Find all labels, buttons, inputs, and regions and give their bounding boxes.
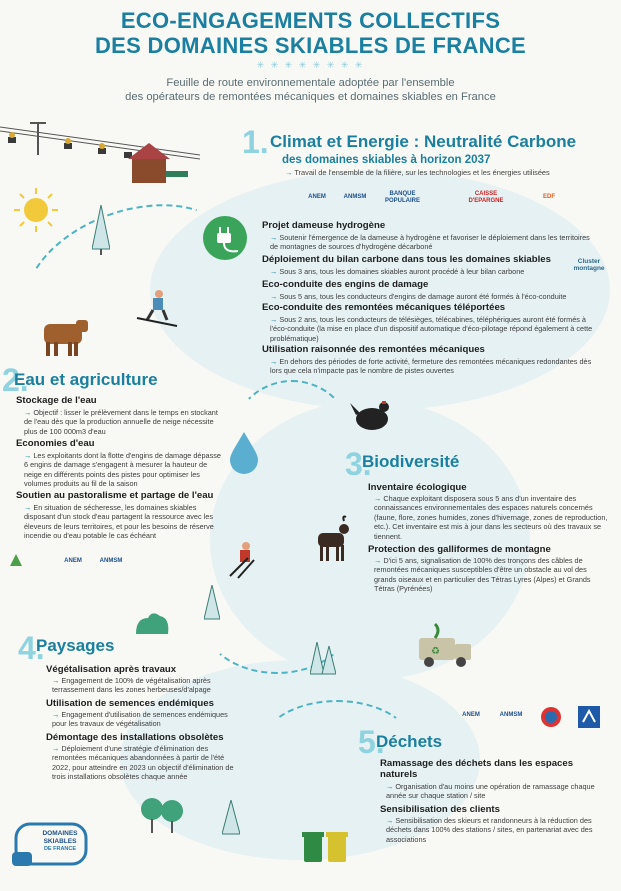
dsf-line-3: DE FRANCE: [43, 846, 77, 852]
cluster-montagne-logo: Cluster montagne: [573, 258, 605, 272]
tree-icon: [138, 795, 186, 835]
water-drop-icon: [228, 430, 260, 474]
s2-item-1-text: → Objectif : lisser le prélèvement dans le temps en stockant de l'eau dès que la production annuelle de neige nécessite plus de 100 000m3 d'eau: [24, 408, 218, 436]
s1-item-2-text-body: Sous 3 ans, tous les domaines skiables auront procédé à leur bilan carbone: [279, 267, 525, 276]
section-3-number: 3.: [345, 446, 372, 482]
s1-item-1-text-body: Soutenir l'émergence de la dameuse à hydrogène et favoriser le déploiement dans les territoires de montagnes de sources d'hydrogène décarboné: [270, 233, 590, 252]
subtitle-line-1: Feuille de route environnementale adoptée par l'ensemble: [166, 77, 455, 89]
association-logo-icon: [540, 706, 562, 728]
section-1-note: → Travail de l'ensemble de la filière, sur les technologies et les énergies utilisées: [285, 168, 550, 177]
section-1-title: Climat et Energie : Neutralité Carbone: [270, 132, 577, 151]
s1-item-3-text: → Sous 5 ans, tous les conducteurs d'engins de damage auront été formés à l'éco-conduite: [270, 292, 567, 301]
svg-text:♻: ♻: [431, 646, 440, 657]
s2-item-3-heading: Soutien au pastoralisme et partage de l'eau: [16, 490, 214, 501]
fir-tree-icon: [310, 642, 336, 680]
recycling-truck-illustration: [415, 620, 475, 670]
section-1-number: 1.: [242, 124, 269, 160]
caisse-epargne-logo: CAISSE D'EPARGNE: [468, 191, 504, 204]
s2-item-3-text-body: En situation de sécheresse, les domaines skiables disposant d'un stock d'eau partagent la ressource avec les éleveurs de leurs territoires, et pour les besoins de réserve incendie ou d'eau potable le cas échéant: [24, 503, 214, 541]
banque-populaire-logo: BANQUE POPULAIRE: [384, 191, 420, 204]
s3-item-1-heading: Inventaire écologique: [368, 482, 467, 493]
s1-item-4-heading: Eco-conduite des remontées mécaniques téléportées: [262, 302, 506, 313]
s4-item-2-heading: Utilisation de semences endémiques: [46, 698, 214, 709]
s5-item-1-text-body: Organisation d'au moins une opération de ramassage chaque année sur chaque station / site: [386, 782, 595, 801]
s2-item-2-heading: Economies d'eau: [16, 438, 95, 449]
snowflakes-decoration: ✳ ✳ ✳ ✳ ✳ ✳ ✳ ✳: [256, 60, 365, 70]
section-5-number: 5.: [358, 724, 385, 760]
s1-item-5-heading: Utilisation raisonnée des remontées mécaniques: [262, 344, 485, 355]
s5-item-1-heading-text: Ramassage des déchets dans les espaces naturels: [380, 758, 574, 780]
s2-item-3-text: → En situation de sécheresse, les domaines skiables disposant d'un stock d'eau partagent la ressource avec les éleveurs de leurs territoires, et pour les besoins de réserve incendie ou d'eau potable le cas échéant: [24, 503, 214, 541]
anem-logo: ANEM: [462, 712, 480, 718]
subtitle-line-2: des opérateurs de remontées mécaniques et domaines skiables en France: [125, 91, 496, 103]
logos-row-section-5: [452, 704, 612, 730]
fir-tree-icon: [222, 800, 240, 840]
s1-item-2-heading: Déploiement du bilan carbone dans tous les domaines skiables: [262, 254, 551, 265]
s2-item-2-text: → Les exploitants dont la flotte d'engins de damage dépasse 6 engins de damage s'engagent à mesurer la hauteur de neige en différents points des pistes pour optimiser les volumes produits au fil de la saison: [24, 451, 221, 489]
s4-item-3-heading: Démontage des installations obsolètes: [46, 732, 224, 743]
s1-item-4-text-body: Sous 2 ans, tous les conducteurs de télésièges, télécabines, téléphériques auront été formés à l'éco-conduite (la mise en place d'un dispositif automatique d'éco-pilotage répond également à cette problématique): [270, 315, 593, 343]
s5-item-1-heading: [380, 758, 580, 780]
s5-item-1-text: → Organisation d'au moins une opération de ramassage chaque année sur chaque station / site: [386, 782, 595, 801]
anmsm-logo: ANMSM: [499, 712, 523, 718]
s4-item-1-heading: Végétalisation après travaux: [46, 664, 177, 675]
skier-illustration: [135, 288, 180, 328]
logos-row-section-2: [6, 550, 136, 576]
bush-icon: [134, 610, 170, 636]
section-1-subtitle: des domaines skiables à horizon 2037: [282, 154, 491, 166]
edf-logo: EDF: [543, 194, 555, 200]
s3-item-2-heading: Protection des galliformes de montagne: [368, 544, 551, 555]
s5-item-2-text-body: Sensibilisation des skieurs et randonneurs à la réduction des déchets dans 100% des stations / sites, en partenariat avec des associations: [386, 816, 593, 844]
s2-item-1-heading: Stockage de l'eau: [16, 395, 97, 406]
s3-item-1-text-body: Chaque exploitant disposera sous 5 ans d'un inventaire des connaissances environnementales des espaces naturels concernés (faune, flore, zones humides, zones d'hivernage, zones de reproduction, etc.). Cet inventaire est mis à jour dans les secteurs où des travaux se tiennent.: [374, 494, 608, 541]
title-line-1: ECO-ENGAGEMENTS COLLECTIFS: [120, 8, 501, 33]
s3-item-1-text: → Chaque exploitant disposera sous 5 ans d'un inventaire des connaissances environnementales des espaces naturels concernés (faune, flore, zones humides, zones d'hivernage, zones de reproduction, etc.). Cet inventaire est mis à jour dans les secteurs où des travaux se tiennent.: [374, 494, 608, 541]
agriculture-logo-icon: [8, 552, 24, 568]
section-5-title: Déchets: [376, 732, 443, 751]
dsf-line-2: SKIABLES: [43, 838, 77, 845]
waste-bins-icon: [302, 830, 348, 864]
anem-logo: ANEM: [308, 194, 326, 200]
s5-item-2-heading: Sensibilisation des clients: [380, 804, 500, 815]
fir-tree-icon: [92, 205, 110, 255]
anmsm-logo: ANMSM: [99, 558, 123, 564]
logos-row-section-1: [292, 188, 582, 210]
s1-item-1-heading: Projet dameuse hydrogène: [262, 220, 386, 231]
s5-item-2-text: → Sensibilisation des skieurs et randonneurs à la réduction des déchets dans 100% des stations / sites, en partenariat avec des associations: [386, 816, 593, 844]
s1-item-5-text-body: En dehors des périodes de forte activité, fermeture des remontées mécaniques redondantes dès lors que cela n'impacte pas le nombre de pistes ouvertes: [270, 357, 592, 376]
s4-item-3-text-body: Déploiement d'une stratégie d'élimination des remontées mécaniques abandonnées à partir de l'été 2022, pour atteindre en 2023 un objectif d'élimination de trois installations obsolètes chaque année: [52, 744, 234, 782]
anmsm-logo: ANMSM: [343, 194, 367, 200]
s3-item-2-text-body: D'ici 5 ans, signalisation de 100% des tronçons des câbles de remontées mécaniques susceptibles d'être un obstacle au vol des grands oiseaux et en particulier des Tétras Lyres (Alpes) et Grands Tétras (Pyrénées): [374, 556, 591, 594]
s1-item-2-text: → Sous 3 ans, tous les domaines skiables auront procédé à leur bilan carbone: [270, 267, 525, 276]
s4-item-2-text: → Engagement d'utilisation de semences endémiques pour les travaux de végétalisation: [52, 710, 228, 729]
s4-item-3-text: → Déploiement d'une stratégie d'élimination des remontées mécaniques abandonnées à partir de l'été 2022, pour atteindre en 2023 un objectif d'élimination de trois installations obsolètes chaque année: [52, 744, 234, 782]
cow-illustration: [36, 316, 92, 358]
domaines-skiables-de-france-logo: [12, 812, 90, 872]
s2-item-2-text-body: Les exploitants dont la flotte d'engins de damage dépasse 6 engins de damage s'engagent à mesurer la hauteur de neige en différents points des pistes pour optimiser les volumes produits au fil de la saison: [24, 451, 221, 489]
s1-item-3-heading: Eco-conduite des engins de damage: [262, 279, 429, 290]
s4-item-2-text-body: Engagement d'utilisation de semences endémiques pour les travaux de végétalisation: [52, 710, 228, 729]
skier-2-illustration: [226, 540, 266, 580]
electric-plug-icon: [200, 213, 250, 263]
anem-logo: ANEM: [64, 558, 82, 564]
s1-item-4-text: → Sous 2 ans, tous les conducteurs de télésièges, télécabines, téléphériques auront été formés à l'éco-conduite (la mise en place d'un dispositif automatique d'éco-pilotage répond également à cette problématique): [270, 315, 593, 343]
s3-item-2-text: → D'ici 5 ans, signalisation de 100% des tronçons des câbles de remontées mécaniques susceptibles d'être un obstacle au vol des grands oiseaux et en particulier des Tétras Lyres (Alpes) et Grands Tétras (Pyrénées): [374, 556, 591, 594]
s2-item-1-text-body: Objectif : lisser le prélèvement dans le temps en stockant de l'eau dès que la production annuelle de neige nécessite plus de 100 000m3 d'eau: [24, 408, 218, 436]
section-3-title: Biodiversité: [362, 452, 460, 471]
fir-tree-icon: [204, 585, 220, 625]
chamois-illustration: [312, 515, 352, 565]
subtitle: [60, 76, 561, 104]
s4-item-1-text: → Engagement de 100% de végétalisation après terrassement dans les zones herbeuses/d'alpage: [52, 676, 211, 695]
section-2-number: 2.: [2, 362, 29, 398]
association-logo-icon: [578, 706, 600, 728]
section-2-title: Eau et agriculture: [14, 370, 158, 389]
section-4-title: Paysages: [36, 636, 115, 655]
chairlift-illustration: [0, 115, 200, 195]
dsf-line-1: DOMAINES: [42, 830, 78, 837]
section-4-number: 4.: [18, 630, 45, 666]
title-line-2: DES DOMAINES SKIABLES DE FRANCE: [94, 33, 526, 58]
s1-item-1-text: → Soutenir l'émergence de la dameuse à hydrogène et favoriser le déploiement dans les territoires de montagnes de sources d'hydrogène décarboné: [270, 233, 590, 252]
section-1-note-text: Travail de l'ensemble de la filière, sur les technologies et les énergies utilisées: [294, 168, 550, 177]
s4-item-1-text-body: Engagement de 100% de végétalisation après terrassement dans les zones herbeuses/d'alpage: [52, 676, 211, 695]
s1-item-5-text: → En dehors des périodes de forte activité, fermeture des remontées mécaniques redondantes dès lors que cela n'impacte pas le nombre de pistes ouvertes: [270, 357, 592, 376]
black-grouse-illustration: [350, 395, 396, 435]
s1-item-3-text-body: Sous 5 ans, tous les conducteurs d'engins de damage auront été formés à l'éco-conduite: [279, 292, 567, 301]
sun-icon: [12, 186, 60, 234]
